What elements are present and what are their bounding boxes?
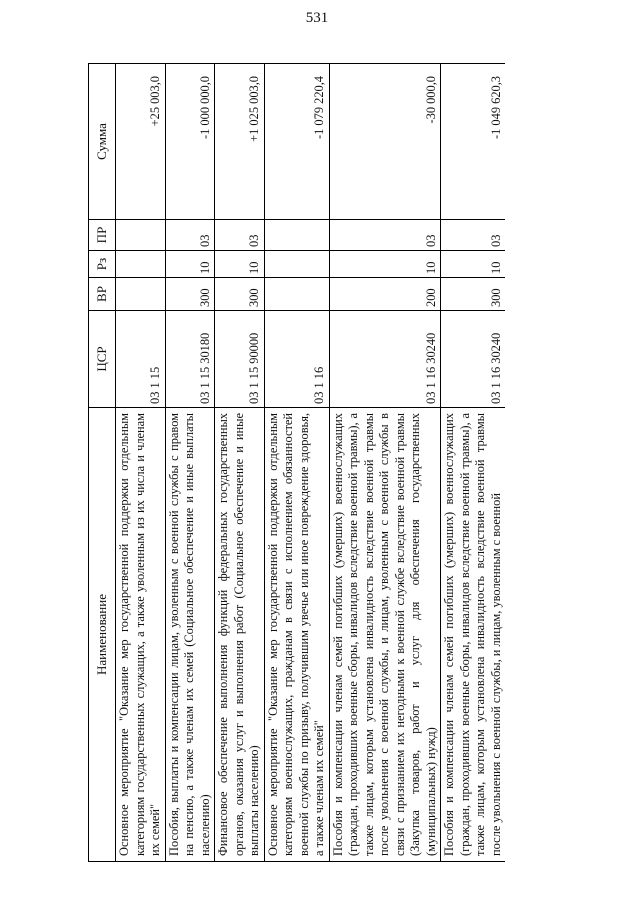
row-pr: 03 <box>441 220 506 251</box>
row-rz: 10 <box>329 251 441 278</box>
row-csr: 03 1 16 30240 <box>441 311 506 408</box>
row-pr: 03 <box>329 220 441 251</box>
table-row <box>329 64 441 862</box>
budget-table-sheet <box>88 64 618 862</box>
header-vr: ВР <box>89 278 116 311</box>
row-vr <box>264 278 329 311</box>
row-csr: 03 1 16 <box>264 311 329 408</box>
table-header-row <box>89 64 116 862</box>
table-row <box>215 64 265 862</box>
row-name: Пособия и компенсации членам семей погибших (умерших) военнослужащих (граждан, проходивших военные сборы, инвалидов вследствие военной травмы), а также лицам, которым установлена инвалидность вследствие военной травмы после увольнения с военной службы, и лицам, уволенным с военной <box>441 408 506 862</box>
table-row <box>441 64 506 862</box>
row-name: Пособия и компенсации членам семей погибших (умерших) военнослужащих (граждан, проходивших военные сборы, инвалидов вследствие военной травмы), а также лицам, которым установлена инвалидность вследствие военной травмы после увольнения с военной службы, и лицам, уволенным с военной службы в связи с признанием их негодными к военной службе вследствие военной травмы (Закупка товаров, работ и услуг для обеспечения государственных (муниципальных) нужд) <box>329 408 441 862</box>
row-vr: 300 <box>441 278 506 311</box>
row-name: Пособия, выплаты и компенсации лицам, уволенным с военной службы с правом на пенсию, а также членам их семей (Социальное обеспечение и иные выплаты населению) <box>165 408 215 862</box>
header-csr: ЦСР <box>89 311 116 408</box>
row-rz: 10 <box>165 251 215 278</box>
row-sum: -1 079 220,4 <box>264 64 329 220</box>
page-number: 531 <box>305 10 329 26</box>
row-csr: 03 1 15 30180 <box>165 311 215 408</box>
row-sum: -1 049 620,3 <box>441 64 506 220</box>
row-name: Основное мероприятие "Оказание мер государственной поддержки отдельным категориям военнослужащих, гражданам в связи с исполнением обязанностей военной службы по призыву, получившим увечье или иное повреждение здоровья, а также членам их семей" <box>264 408 329 862</box>
row-sum: +1 025 003,0 <box>215 64 265 220</box>
row-pr <box>264 220 329 251</box>
row-pr: 03 <box>165 220 215 251</box>
row-vr: 300 <box>165 278 215 311</box>
row-csr: 03 1 15 90000 <box>215 311 265 408</box>
table-row <box>116 64 166 862</box>
row-pr <box>116 220 166 251</box>
row-sum: +25 003,0 <box>116 64 166 220</box>
row-sum: -30 000,0 <box>329 64 441 220</box>
row-name: Основное мероприятие "Оказание мер государственной поддержки отдельным категориям государственных служащих, а также уволенным из их числа и членам их семей" <box>116 408 166 862</box>
row-pr: 03 <box>215 220 265 251</box>
header-pr: ПР <box>89 220 116 251</box>
row-csr: 03 1 16 30240 <box>329 311 441 408</box>
header-rz: Рз <box>89 251 116 278</box>
row-name: Финансовое обеспечение выполнения функций федеральных государственных органов, оказания услуг и выполнения работ (Социальное обеспечение и иные выплаты населению) <box>215 408 265 862</box>
header-sum: Сумма <box>89 64 116 220</box>
table-row <box>165 64 215 862</box>
row-rz <box>264 251 329 278</box>
row-vr: 300 <box>215 278 265 311</box>
row-vr: 200 <box>329 278 441 311</box>
budget-table <box>88 63 505 862</box>
row-rz <box>116 251 166 278</box>
table-row <box>264 64 329 862</box>
row-vr <box>116 278 166 311</box>
row-rz: 10 <box>441 251 506 278</box>
row-rz: 10 <box>215 251 265 278</box>
header-name: Наименование <box>89 408 116 862</box>
row-sum: -1 000 000,0 <box>165 64 215 220</box>
row-csr: 03 1 15 <box>116 311 166 408</box>
